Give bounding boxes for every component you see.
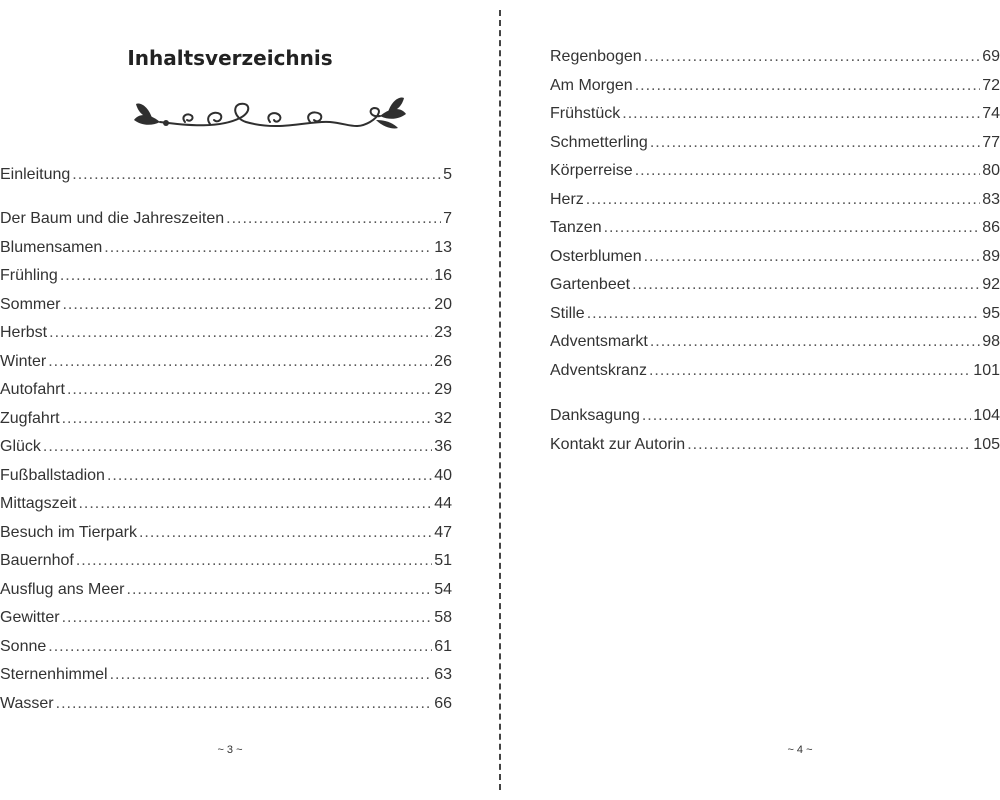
toc-entry (0, 633, 452, 662)
floral-ornament-icon (130, 92, 410, 134)
toc-entry-label: Am Morgen (550, 76, 633, 94)
page-number-footer: ~ 4 ~ (787, 744, 813, 756)
toc-entry-page-number: 105 (973, 435, 1000, 453)
toc-dot-leader (650, 129, 980, 158)
toc-entry (550, 157, 1000, 186)
toc-entry-label: Adventsmarkt (550, 333, 648, 350)
right-page (510, 0, 1000, 800)
toc-entry (0, 490, 452, 519)
toc-entry (0, 205, 452, 234)
toc-dot-leader (586, 186, 980, 215)
toc-entry-label: Kontakt zur Autorin (550, 435, 686, 453)
toc-entry (0, 405, 452, 434)
toc-dot-leader (43, 433, 432, 462)
toc-dot-leader (644, 43, 981, 72)
toc-dot-leader (632, 271, 980, 300)
toc-dot-leader (687, 431, 971, 460)
toc-dot-leader (649, 357, 971, 386)
toc-entry (0, 661, 452, 690)
toc-entry-label: Sonne (0, 637, 47, 655)
toc-entry (550, 129, 1000, 158)
toc-dot-leader (642, 402, 971, 431)
toc-dot-leader (604, 214, 981, 243)
page-divider (499, 10, 501, 790)
toc-entry-page-number: 69 (982, 48, 1000, 65)
page-title: Inhaltsverzeichnis (127, 46, 333, 70)
toc-entry (0, 234, 452, 263)
toc-entry-page-number: 89 (982, 247, 1000, 265)
toc-entry-page-number: 101 (973, 361, 1000, 379)
toc-entry (550, 243, 1000, 272)
toc-entry-page-number: 77 (982, 133, 1000, 151)
toc-entry (0, 433, 452, 462)
toc-entry-label: Tanzen (550, 219, 602, 236)
toc-dot-leader (78, 490, 432, 519)
toc-entry (0, 262, 452, 291)
toc-entry-page-number: 26 (434, 352, 452, 370)
toc-entry-label: Winter (0, 352, 47, 370)
left-page (0, 0, 490, 800)
toc-entry-label: Herz (550, 190, 584, 208)
toc-closing-list (550, 402, 1000, 459)
toc-dot-leader (67, 376, 432, 405)
toc-entry-label: Körperreise (550, 162, 633, 179)
toc-entry-page-number: 98 (982, 333, 1000, 350)
toc-entry-label: Der Baum und die Jahreszeiten (0, 210, 225, 227)
toc-entry-page-number: 47 (434, 523, 452, 541)
toc-entry-label: Besuch im Tierpark (0, 523, 137, 541)
toc-entry-page-number: 7 (443, 210, 452, 227)
toc-dot-leader (635, 72, 981, 101)
toc-entry (0, 462, 452, 491)
toc-entry-label: Frühling (0, 267, 58, 284)
toc-entry-label: Osterblumen (550, 247, 642, 265)
toc-entry-page-number: 86 (982, 219, 1000, 236)
toc-entry-page-number: 20 (434, 295, 452, 313)
toc-entry-page-number: 104 (973, 407, 1000, 424)
toc-entry-label: Einleitung (0, 166, 71, 183)
toc-entry-label: Sommer (0, 295, 61, 313)
toc-entry (550, 357, 1000, 386)
toc-entry-page-number: 72 (982, 76, 1000, 94)
toc-entry (0, 690, 452, 719)
toc-entry (550, 300, 1000, 329)
toc-entry-page-number: 5 (443, 166, 452, 183)
toc-list-left (0, 205, 452, 718)
toc-entry-page-number: 95 (982, 304, 1000, 322)
toc-dot-leader (56, 690, 433, 719)
toc-dot-leader (110, 661, 433, 690)
toc-entry (0, 604, 452, 633)
toc-entry (0, 576, 452, 605)
toc-entry (550, 43, 1000, 72)
toc-entry (550, 186, 1000, 215)
toc-entry-label: Sternenhimmel (0, 666, 108, 683)
toc-dot-leader (644, 243, 981, 272)
toc-list-right (550, 43, 1000, 385)
toc-entry-label: Autofahrt (0, 381, 65, 398)
toc-dot-leader (62, 291, 432, 320)
toc-entry-label: Gartenbeet (550, 276, 631, 293)
toc-entry (0, 519, 452, 548)
toc-entry (0, 161, 452, 190)
toc-dot-leader (127, 576, 433, 605)
toc-dot-leader (72, 161, 441, 190)
toc-entry (0, 319, 452, 348)
toc-entry-page-number: 36 (434, 438, 452, 455)
toc-entry-page-number: 80 (982, 162, 1000, 179)
toc-dot-leader (107, 462, 432, 491)
toc-dot-leader (226, 205, 441, 234)
toc-entry-label: Regenbogen (550, 48, 642, 65)
toc-entry-page-number: 32 (434, 409, 452, 427)
toc-entry-label: Glück (0, 438, 41, 455)
toc-entry-label: Stille (550, 304, 585, 322)
toc-entry-label: Herbst (0, 324, 48, 341)
toc-entry-label: Bauernhof (0, 552, 74, 569)
toc-entry-page-number: 74 (982, 105, 1000, 122)
toc-entry-page-number: 63 (434, 666, 452, 683)
toc-entry-page-number: 92 (982, 276, 1000, 293)
toc-entry-page-number: 51 (434, 552, 452, 569)
toc-entry-page-number: 23 (434, 324, 452, 341)
toc-dot-leader (48, 633, 432, 662)
toc-entry-page-number: 83 (982, 190, 1000, 208)
toc-entry-page-number: 44 (434, 495, 452, 512)
toc-entry (550, 271, 1000, 300)
toc-entry (550, 72, 1000, 101)
toc-dot-leader (650, 328, 980, 357)
toc-entry-page-number: 29 (434, 381, 452, 398)
toc-dot-leader (139, 519, 432, 548)
toc-entry-label: Mittagszeit (0, 495, 77, 512)
toc-dot-leader (76, 547, 432, 576)
toc-dot-leader (62, 604, 433, 633)
toc-entry-label: Fußballstadion (0, 466, 105, 484)
toc-entry (550, 328, 1000, 357)
toc-entry-label: Adventskranz (550, 361, 647, 379)
toc-entry-page-number: 16 (434, 267, 452, 284)
toc-entry-label: Ausflug ans Meer (0, 580, 125, 598)
toc-entry (550, 402, 1000, 431)
toc-dot-leader (60, 262, 432, 291)
toc-entry (550, 100, 1000, 129)
toc-dot-leader (62, 405, 433, 434)
toc-dot-leader (622, 100, 980, 129)
toc-entry-page-number: 61 (434, 637, 452, 655)
toc-entry-label: Wasser (0, 694, 54, 712)
toc-dot-leader (48, 348, 432, 377)
toc-entry (0, 291, 452, 320)
toc-entry (0, 348, 452, 377)
toc-dot-leader (49, 319, 432, 348)
toc-entry-label: Schmetterling (550, 133, 648, 151)
toc-dot-leader (104, 234, 432, 263)
toc-entry-label: Zugfahrt (0, 409, 60, 427)
toc-entry-page-number: 40 (434, 466, 452, 484)
toc-entry-page-number: 54 (434, 580, 452, 598)
toc-dot-leader (635, 157, 981, 186)
toc-entry-page-number: 13 (434, 238, 452, 256)
toc-entry-label: Blumensamen (0, 238, 103, 256)
toc-entry (0, 376, 452, 405)
toc-entry-label: Frühstück (550, 105, 621, 122)
toc-entry-label: Gewitter (0, 609, 60, 626)
toc-dot-leader (587, 300, 981, 329)
toc-entry-page-number: 58 (434, 609, 452, 626)
toc-entry (550, 431, 1000, 460)
toc-entry-page-number: 66 (434, 694, 452, 712)
page-number-footer: ~ 3 ~ (217, 744, 243, 756)
toc-intro-list (0, 161, 452, 190)
toc-entry-label: Danksagung (550, 407, 640, 424)
toc-entry (550, 214, 1000, 243)
toc-entry (0, 547, 452, 576)
